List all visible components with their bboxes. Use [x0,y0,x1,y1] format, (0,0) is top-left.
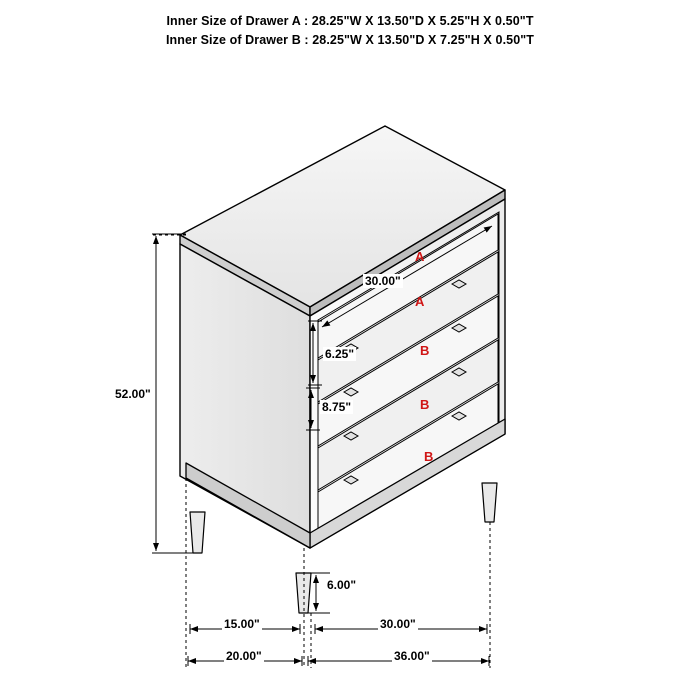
label-leg-height: 6.00" [327,578,357,592]
label-overall-height: 52.00" [115,387,151,401]
label-front-width: 30.00" [380,617,416,631]
label-drawer-height-a: 6.25" [325,347,355,361]
label-overall-width: 36.00" [394,649,430,663]
leg-front-left [190,512,205,553]
drawer-letter-a-2: A [415,294,425,309]
leg-right-back [482,483,497,522]
label-drawer-height-b: 8.75" [322,400,352,414]
drawer-letter-a-1: A [415,249,425,264]
drawer-letter-b-2: B [420,397,430,412]
drawer-letter-b-1: B [420,343,430,358]
label-overall-depth: 20.00" [226,649,262,663]
drawer-a-inner-size: Inner Size of Drawer A : 28.25"W X 13.50"D X 5.25"H X 0.50"T [166,14,534,28]
label-side-depth: 15.00" [224,617,260,631]
label-drawer-front-width: 30.00" [365,274,401,288]
drawer-b-inner-size: Inner Size of Drawer B : 28.25"W X 13.50"D X 7.25"H X 0.50"T [165,33,535,47]
drawer-letter-b-3: B [424,449,434,464]
